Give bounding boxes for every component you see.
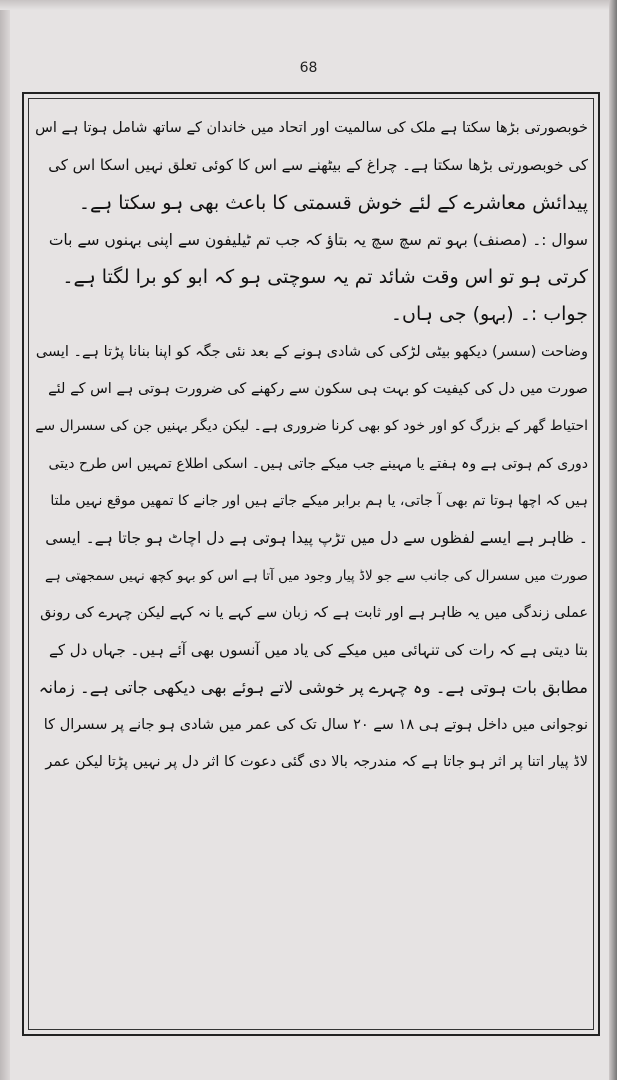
answer-line: جواب :۔ (بہو) جی ہاں۔ [390,303,588,326]
text-line: عملی زندگی میں یہ ظاہر ہے اور ثابت ہے کہ زبان سے کہے یا نہ کہے لیکن چہرے کی رونق [40,604,588,621]
explanation-line: وضاحت (سسر) دیکھو بیٹی لڑکی کی شادی ہونے کے بعد نئی جگہ کو اپنا بنانا پڑتا ہے۔ ایسی [35,343,588,360]
text-line: احتیاط گھر کے بزرگ کو اور خود کو بھی کرنا ضروری ہے۔ لیکن دیگر بہنیں جن کی سسرال سے [35,418,588,435]
text-line: دوری کم ہوتی ہے وہ ہفتے یا مہینے جب میکے جاتی ہیں۔ اسکی اطلاع تمہیں اس طرح دیتی [48,455,588,472]
text-line: صورت میں دل کی کیفیت کو بہت ہی سکون سے رکھنے کی ضرورت ہوتی ہے اس کے لئے [48,381,588,398]
text-line: خوبصورتی بڑھا سکتا ہے ملک کی سالمیت اور اتحاد میں خاندان کے ساتھ شامل ہوتا ہے اس [35,120,588,136]
text-line: صورت میں سسرال کی جانب سے جو لاڈ پیار وجود میں آتا ہے اس کو بہو کچھ نہیں سمجھتی ہے [44,567,588,584]
text-line: بتا دیتی ہے کہ رات کی تنہائی میں میکے کی یاد میں آنسوں بھی آئے ہیں۔ جہاں دل کے [49,641,588,660]
page-right-edge [609,0,617,1080]
text-line: پیدائش معاشرے کے لئے خوش قسمتی کا باعث بھی ہو سکتا ہے۔ [78,191,588,214]
book-spine-shadow [0,0,10,1080]
text-line: لاڈ پیار اتنا پر اثر ہو جاتا ہے کہ مندرجہ بالا دی گئی دعوت کا اثر دل پر نہیں پڑتا لیکن عمر [45,754,588,771]
text-line: کرتی ہو تو اس وقت شائد تم یہ سوچتی ہو کہ ابو کو برا لگتا ہے۔ [62,266,588,289]
text-line: ۔ ظاہر ہے ایسے لفظوں سے دل میں تڑپ پیدا ہوتی ہے دل اچاٹ ہو جاتا ہے۔ ایسی [45,529,588,548]
page-body-text [34,110,588,781]
text-line: مطابق بات ہوتی ہے۔ وہ چہرے پر خوشی لاتے ہوئے بھی دیکھی جاتی ہے۔ زمانہ [38,678,588,698]
text-line: نوجوانی میں داخل ہوتے ہی ۱۸ سے ۲۰ سال تک کی عمر میں شادی ہو جانے پر سسرال کا [43,716,588,733]
page-number: 68 [299,60,318,76]
text-line: ہیں کہ اچھا ہوتا تم بھی آ جاتی، یا ہم برابر میکے جاتے ہیں اور جانے کا تمھیں موقع نہیں ملتا [50,492,588,509]
question-line: سوال :۔ (مصنف) بہو تم سچ سچ یہ بتاؤ کہ جب تم ٹیلیفون سے اپنی بہنوں سے بات [48,230,588,249]
page-top-edge [0,0,617,10]
text-line: کی خوبصورتی بڑھا سکتا ہے۔ چراغ کے بیٹھنے سے اس کا کوئی تعلق نہیں اسکا اس کی [48,156,588,175]
